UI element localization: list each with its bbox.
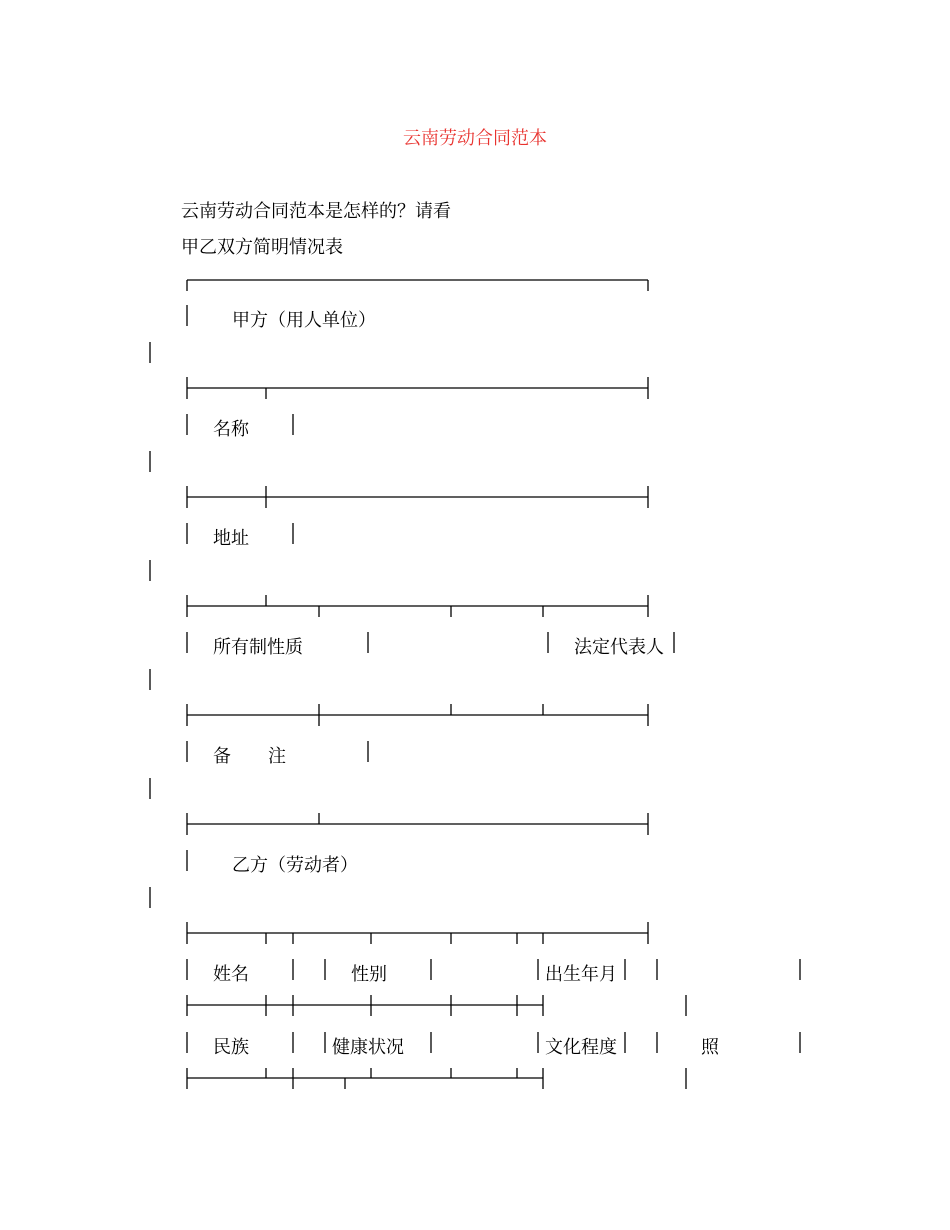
party-b-birth-label: 出生年月 <box>545 964 617 985</box>
party-a-legal-rep-label: 法定代表人 <box>574 637 664 658</box>
party-b-ethnicity-label: 民族 <box>213 1037 249 1058</box>
party-b-photo-label: 照 <box>701 1037 719 1058</box>
party-a-heading: 甲方（用人单位） <box>232 310 376 331</box>
table-caption: 甲乙双方简明情况表 <box>181 237 343 258</box>
party-a-address-label: 地址 <box>213 528 249 549</box>
party-a-remark-label-2: 注 <box>268 746 286 767</box>
party-b-health-label: 健康状况 <box>332 1037 404 1058</box>
party-b-heading: 乙方（劳动者） <box>232 855 358 876</box>
party-b-name-label: 姓名 <box>213 964 249 985</box>
document-title: 云南劳动合同范本 <box>403 128 547 149</box>
party-b-gender-label: 性别 <box>351 964 387 985</box>
intro-paragraph: 云南劳动合同范本是怎样的？请看 <box>181 201 451 222</box>
party-a-name-label: 名称 <box>213 419 249 440</box>
party-b-education-label: 文化程度 <box>545 1037 617 1058</box>
party-a-remark-label-1: 备 <box>213 746 231 767</box>
party-a-ownership-label: 所有制性质 <box>213 637 303 658</box>
